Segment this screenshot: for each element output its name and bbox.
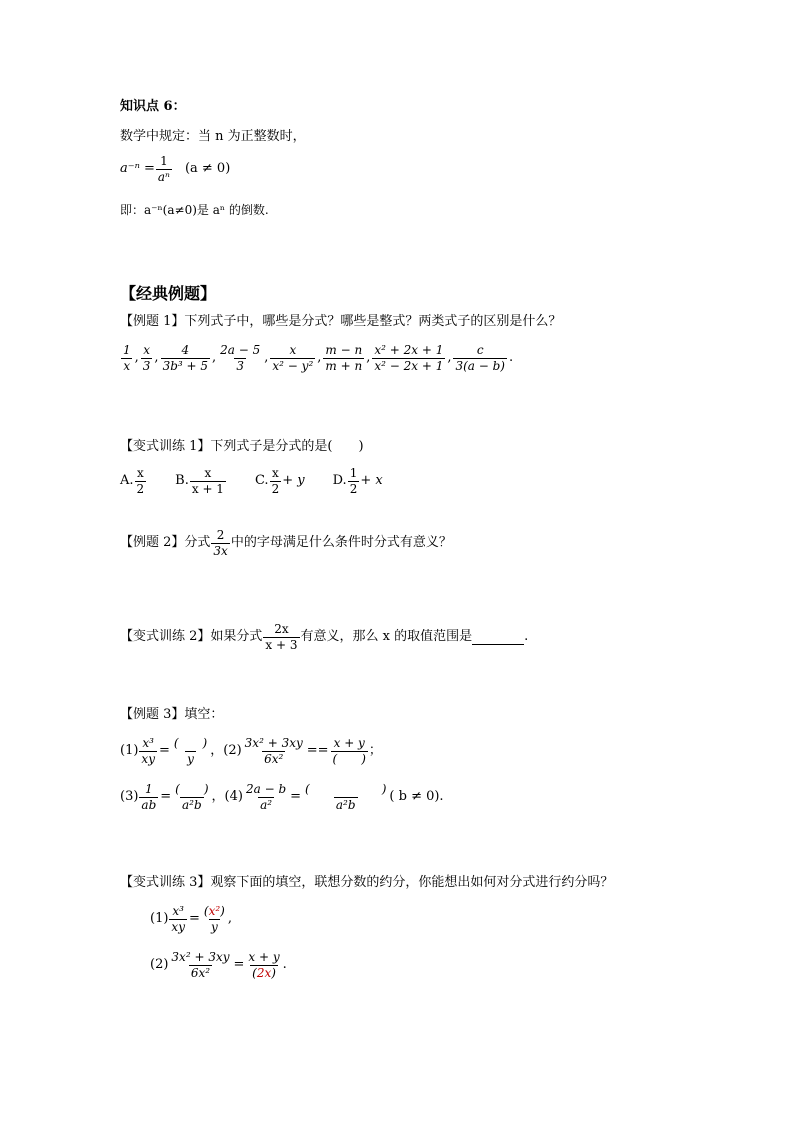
example-3-row-2: (3) $\frac{1}{ab}$ = $\frac{( )}{\text{a²b}}$ ，(4) $\frac{2a - b}{\text{a²}}$ = $\frac{( )}{\text{a²b}}$ ( b ≠ 0). [120,782,444,812]
answer-red: x² [208,904,221,918]
variant-1-options [120,466,411,497]
example-1-fraction: $\frac{\text{x² + 2x + 1}}{\text{x² − 2x + 1}}$ [374,343,444,373]
separator: , [134,350,139,366]
negative-exponent-formula [120,154,230,185]
variant-2-question: 【变式训练 2】如果分式 $\frac{2x}{x + 3}$ 有意义，那么 x 的取值范围是 . [120,622,529,652]
separator: , [154,350,159,366]
example-1-fraction: $\frac{1}{x}$ [123,343,131,373]
example-3-question: 【例题 3】填空： [120,707,224,722]
examples-title: 【经典例题】 [120,284,217,303]
example-1-fraction: $\frac{x}{\text{x² − y²}}$ [272,343,314,373]
example-1-fraction: $\frac{4}{\text{3b³ + 5}}$ [162,343,209,373]
variant-3-row-2: (2) $\frac{\text{3x² + 3xy}}{\text{6x²}}$ = $\frac{x + y}{(2x)}$ . [150,950,287,980]
variant-3-row-1: (1) $\frac{\text{x³}}{xy}$ = $\frac{\text{(x²)}}{y}$ , [150,904,232,934]
example-2-fraction: $\frac{2}{3x}$ [213,528,228,558]
option-c[interactable]: C. $\frac{x}{2}$ + y [254,466,305,496]
example-1-fractions [120,343,514,374]
variant-3-question: 【变式训练 3】观察下面的填空，联想分数的约分，你能想出如何对分式进行约分吗？ [120,875,614,890]
example-1-question: 【例题 1】下列式子中，哪些是分式？哪些是整式？两类式子的区别是什么？ [120,314,562,329]
formula-condition: (a ≠ 0) [184,161,231,177]
option-b[interactable]: B. $\frac{x}{x + 1}$ [175,466,224,496]
separator: , [212,350,217,366]
example-1-fraction: $\frac{x}{3}$ [142,343,151,373]
variant-1-question: 【变式训练 1】下列式子是分式的是( ) [120,439,364,454]
answer-red: 2x [256,966,272,980]
formula-fraction: $\frac{1}{\text{aⁿ}}$ [157,154,170,184]
rule-text: 数学中规定：当 n 为正整数时， [120,129,306,144]
separator: . [509,350,514,366]
separator: , [264,350,269,366]
example-1-fraction: $\frac{2a - 5}{3}$ [220,343,261,373]
example-2-question: 【例题 2】分式 $\frac{2}{3x}$ 中的字母满足什么条件时分式有意义？ [120,528,452,558]
answer-blank[interactable] [472,631,524,645]
example-1-fraction: $\frac{m - n}{m + n}$ [325,343,363,373]
section-heading: 知识点 6： [120,99,186,114]
separator: , [317,350,322,366]
separator: , [366,350,371,366]
example-1-fraction: $\frac{c}{3(a - b)}$ [455,343,505,373]
example-3-row-1: (1) $\frac{\text{x³}}{xy}$ = $\frac{( )}{y}$ ，(2) $\frac{\text{3x² + 3xy}}{\text{6x²}}$ == $\frac{x + y}{( )}$ ； [120,736,382,766]
reciprocal-note: 即：a⁻ⁿ(a≠0)是 aⁿ 的倒数. [120,203,269,217]
separator: , [447,350,452,366]
option-d[interactable]: D. $\frac{1}{2}$ + x [332,466,383,496]
variant-2-fraction: $\frac{2x}{x + 3}$ [265,622,298,652]
formula-lhs: a⁻ⁿ = [120,161,155,177]
option-a[interactable]: A. $\frac{x}{2}$ [120,466,145,496]
